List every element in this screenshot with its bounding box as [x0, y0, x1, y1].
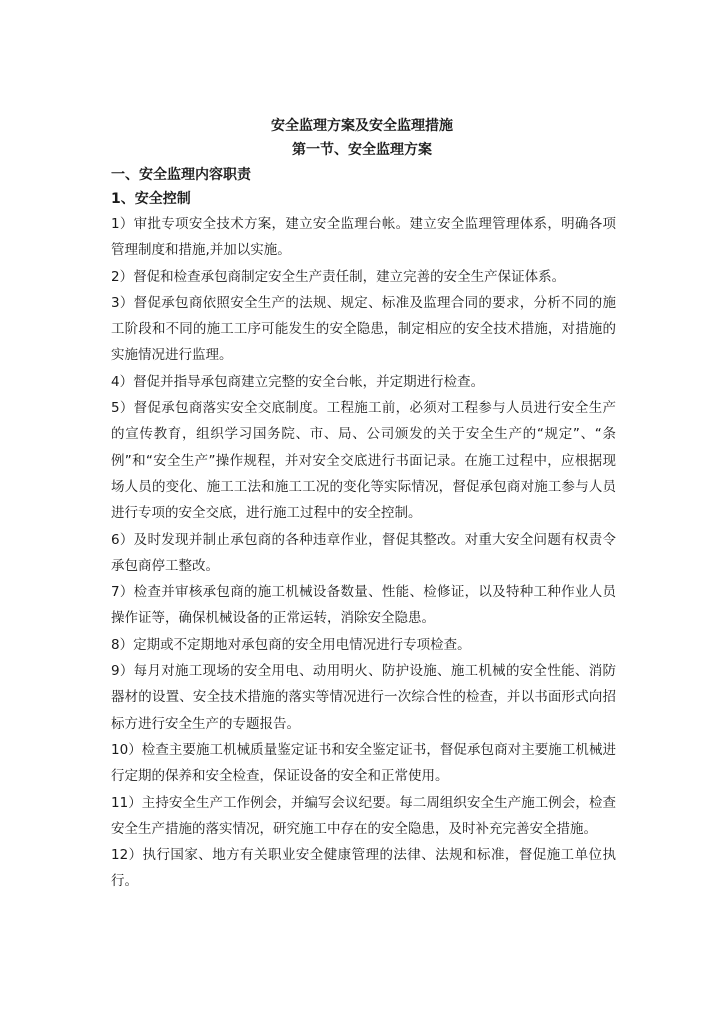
paragraph-4: 4）督促并指导承包商建立完整的安全台帐，并定期进行检查。: [111, 373, 485, 390]
paragraph-9: 9）每月对施工现场的安全用电、动用明火、防护设施、施工机械的安全性能、消防器材的设置、安全技术措施的落实等情况进行一次综合性的检查，并以书面形式向招标方进行安全生产的专题报告。: [111, 663, 616, 732]
paragraph-11: 11）主持安全生产工作例会，并编写会议纪要。每二周组织安全生产施工例会，检查安全生产措施的落实情况，研究施工中存在的安全隐患，及时补充完善安全措施。: [111, 794, 616, 837]
paragraph-12: 12）执行国家、地方有关职业安全健康管理的法律、法规和标准，督促施工单位执行。: [111, 847, 616, 890]
paragraph-6: 6）及时发现并制止承包商的各种违章作业，督促其整改。对重大安全问题有权责令承包商停工整改。: [111, 531, 616, 574]
section-heading: 一、安全监理内容职责: [111, 167, 251, 183]
paragraph-10: 10）检查主要施工机械质量鉴定证书和安全鉴定证书，督促承包商对主要施工机械进行定期的保养和安全检查，保证设备的安全和正常使用。: [111, 741, 616, 785]
document-title: 安全监理方案及安全监理措施: [271, 118, 453, 134]
section-subtitle: 第一节、安全监理方案: [292, 142, 432, 158]
document-body: [111, 211, 616, 895]
paragraph-3: 3）督促承包商依照安全生产的法规、规定、标准及监理合同的要求，分析不同的施工阶段和不同的施工工序可能发生的安全隐患，制定相应的安全技术措施，对措施的实施情况进行监理。: [111, 294, 616, 364]
paragraph-5: 5）督促承包商落实安全交底制度。工程施工前，必须对工程参与人员进行安全生产的宣传教育，组织学习国务院、市、局、公司颁发的关于安全生产的“规定”、“条例”和“安全生产”操作规程，并对安全交底进行书面记录。在施工过程中，应根据现场人员的变化、施工工法和施工工况的变化等实际情况，督促承包商对施工参与人员进行专项的安全交底，进行施工过程中的安全控制。: [111, 400, 616, 522]
paragraph-2: 2）督促和检查承包商制定安全生产责任制，建立完善的安全生产保证体系。: [111, 268, 566, 285]
paragraph-1: 1）审批专项安全技术方案，建立安全监理台帐。建立安全监理管理体系，明确各项管理制度和措施,并加以实施。: [111, 216, 616, 259]
paragraph-7: 7）检查并审核承包商的施工机械设备数量、性能、检修证，以及特种工种作业人员操作证等，确保机械设备的正常运转，消除安全隐患。: [111, 584, 616, 627]
paragraph-8: 8）定期或不定期地对承包商的安全用电情况进行专项检查。: [111, 636, 471, 653]
subsection-heading: 1、安全控制: [111, 191, 191, 207]
